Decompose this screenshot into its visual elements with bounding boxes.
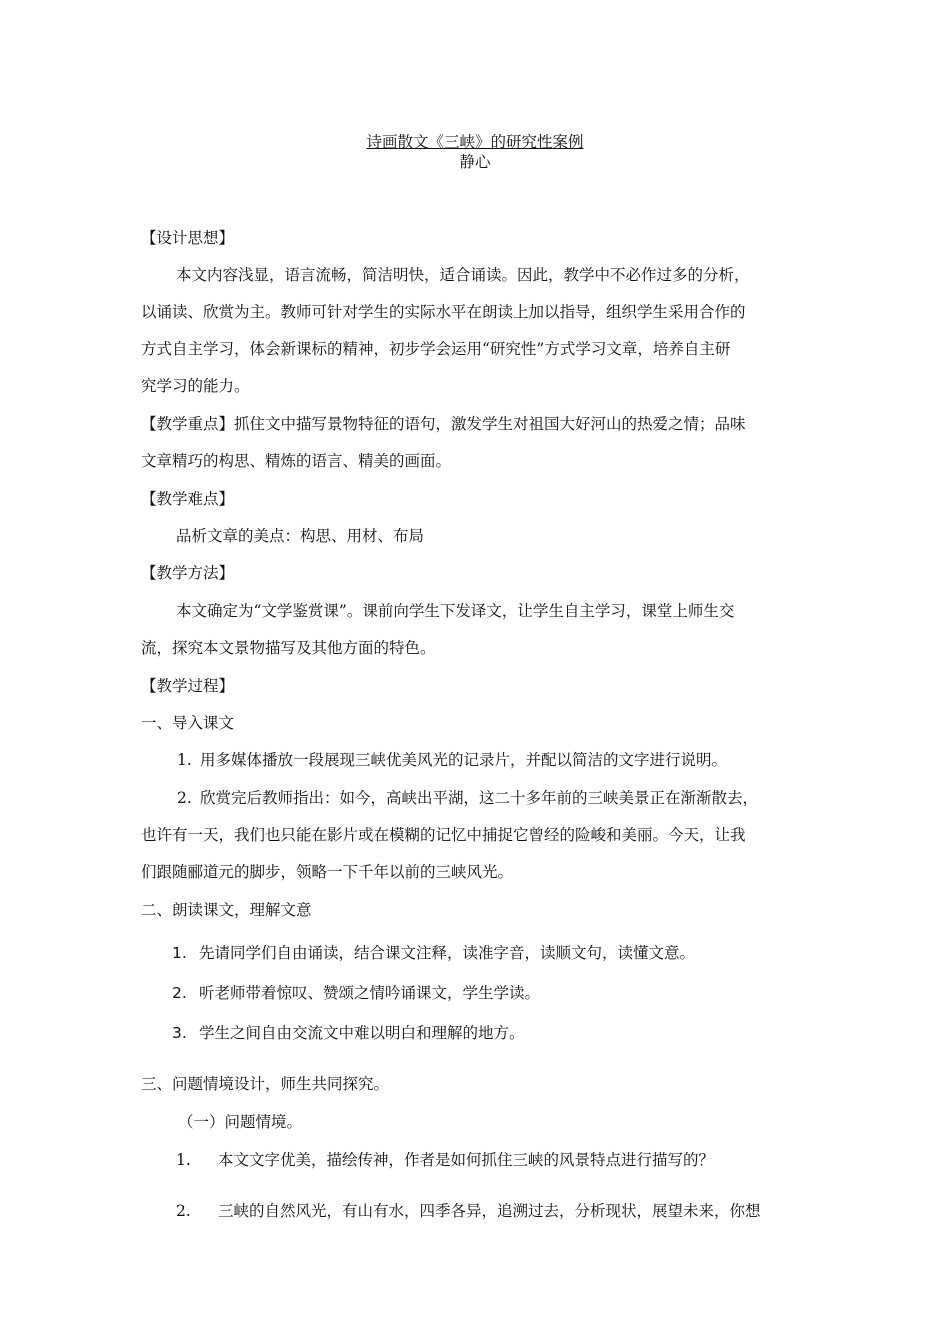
- list-item: 三峡的自然风光，有山有水，四季各异，追溯过去，分析现状，展望未来，你想: [218, 1202, 761, 1220]
- list-item: 欣赏完后教师指出：如今，高峡出平湖，这二十多年前的三峡美景正在渐渐散去，: [200, 789, 759, 807]
- list-number: 1.: [172, 944, 187, 962]
- heading-design: 【设计思想】: [141, 229, 235, 247]
- paragraph-line: 本文确定为“文学鉴赏课”。课前向学生下发译文，让学生自主学习，课堂上师生交: [176, 602, 735, 620]
- list-item: 本文文字优美，描绘传神，作者是如何抓住三峡的风景特点进行描写的？: [218, 1151, 715, 1169]
- paragraph-line: 们跟随郦道元的脚步，领略一下千年以前的三峡风光。: [141, 863, 514, 881]
- heading-focus: 【教学重点】抓住文中描写景物特征的语句，激发学生对祖国大好河山的热爱之情；品味: [141, 415, 746, 433]
- paragraph-line: 品析文章的美点：构思、用材、布局: [176, 527, 425, 545]
- document-author: 静心: [459, 153, 491, 171]
- paragraph-line: 也许有一天，我们也只能在影片或在模糊的记忆中捕捉它曾经的险峻和美丽。今天，让我: [141, 826, 746, 844]
- list-number: 2.: [172, 984, 187, 1002]
- paragraph-line: 本文内容浅显，语言流畅，简洁明快，适合诵读。因此，教学中不必作过多的分析，: [176, 266, 750, 284]
- list-item: 先请同学们自由诵读，结合课文注释，读准字音，读顺文句，读懂文意。: [199, 944, 696, 962]
- paragraph-line: 以诵读、欣赏为主。教师可针对学生的实际水平在朗读上加以指导，组织学生采用合作的: [141, 303, 746, 321]
- list-number: 2.: [177, 789, 192, 807]
- heading-difficulty: 【教学难点】: [141, 490, 235, 508]
- paragraph-line: 方式自主学习，体会新课标的精神，初步学会运用“研究性”方式学习文章，培养自主研: [141, 340, 731, 358]
- list-number: 2.: [176, 1202, 191, 1220]
- part1-heading: 一、导入课文: [141, 714, 235, 732]
- heading-process: 【教学过程】: [141, 677, 235, 695]
- list-number: 1.: [177, 751, 192, 769]
- list-item: 听老师带着惊叹、赞颂之情吟诵课文，学生学读。: [199, 984, 541, 1002]
- part2-heading: 二、朗读课文，理解文意: [141, 901, 312, 919]
- list-number: 1.: [176, 1151, 191, 1169]
- heading-method: 【教学方法】: [141, 564, 235, 582]
- part3-subheading: （一）问题情境。: [178, 1113, 303, 1131]
- paragraph-line: 流，探究本文景物描写及其他方面的特色。: [141, 639, 436, 657]
- paragraph-line: 文章精巧的构思、精炼的语言、精美的画面。: [141, 452, 452, 470]
- list-item: 学生之间自由交流文中难以明白和理解的地方。: [199, 1024, 525, 1042]
- document-title: 诗画散文《三峡》的研究性案例: [366, 133, 584, 151]
- paragraph-line: 究学习的能力。: [141, 377, 250, 395]
- list-number: 3.: [172, 1024, 187, 1042]
- part3-heading: 三、问题情境设计，师生共同探究。: [141, 1075, 390, 1093]
- list-item: 用多媒体播放一段展现三峡优美风光的记录片，并配以简洁的文字进行说明。: [200, 751, 728, 769]
